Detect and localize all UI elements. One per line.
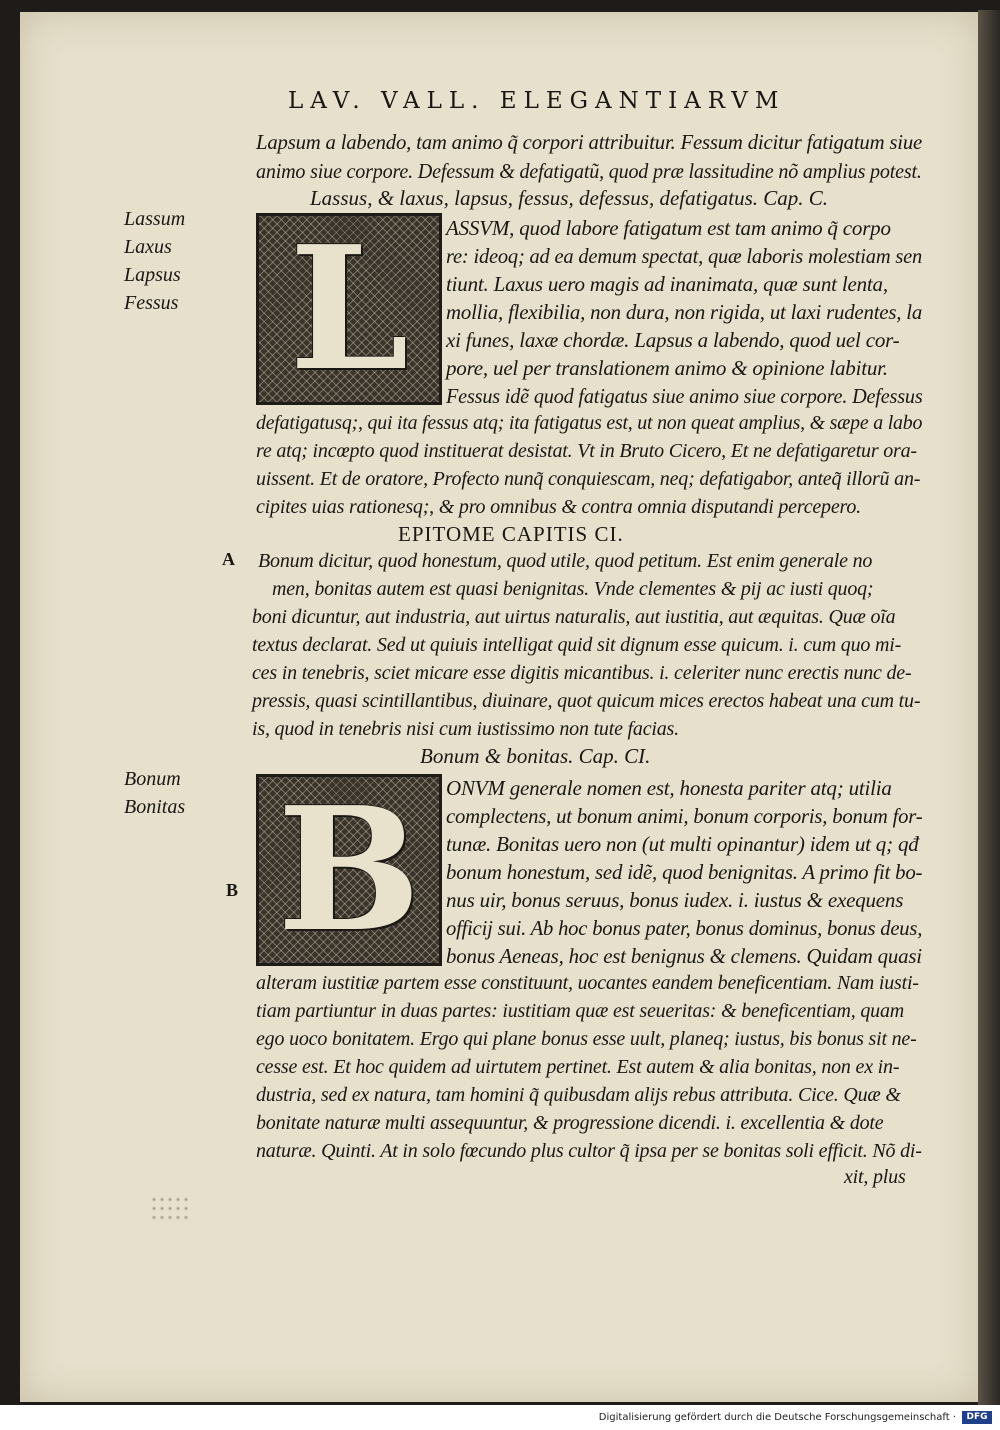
text-line: Fessus idẽ quod fatigatus siue animo siue corpore. Defessus (446, 384, 923, 408)
text-line: bonus Aeneas, hoc est benignus & clemens. Quidam quasi (446, 944, 922, 968)
text-line: naturæ. Quinti. At in solo fœcundo plus cultor q̃ ipsa per se bonitas soli efficit. Nõ di- (256, 1140, 922, 1162)
margin-note: Bonum (124, 768, 181, 790)
margin-note: Fessus (124, 292, 179, 314)
section-marker-a: A (222, 549, 235, 569)
text-line: tunæ. Bonitas uero non (ut multi opinantur) idem ut q; qđ (446, 832, 919, 856)
running-head: LAV. VALL. ELEGANTIARVM (288, 88, 786, 114)
chapter-heading: Lassus, & laxus, lapsus, fessus, defessus, defatigatus. Cap. C. (310, 186, 829, 210)
text-line: re: ideoq; ad ea demum spectat, quæ laboris molestiam sen (446, 244, 923, 268)
text-line: tiunt. Laxus uero magis ad inanimata, quæ sunt lenta, (446, 272, 888, 296)
text-line: ces in tenebris, sciet micare esse digitis micantibus. i. celeriter nunc erectis nunc de- (252, 662, 912, 684)
text-line: animo siue corpore. Defessum & defatigatũ, quod præ lassitudine nõ amplius potest. (256, 159, 922, 183)
margin-note: Laxus (124, 236, 172, 258)
text-line: tiam partiuntur in duas partes: iustitiam quæ est seueritas: & beneficentiam, quam (256, 1000, 905, 1022)
funding-notice: Digitalisierung gefördert durch die Deutsche Forschungsgemeinschaft · (598, 1412, 956, 1423)
section-marker-b: B (226, 880, 239, 900)
initial-letter: L (289, 209, 409, 409)
margin-note: Bonitas (124, 796, 186, 818)
text-line: defatigatusq;, qui ita fessus atq; ita fatigatus est, ut non queat amplius, & sæpe a labo (256, 412, 923, 434)
text-line: re atq; incœpto quod instituerat desistat. Vt in Bruto Cicero, Et ne defatigaretur ora- (256, 440, 917, 462)
margin-note: Lapsus (124, 264, 181, 286)
text-line: alteram iustitiæ partem esse constituunt, uocantes eandem beneficentiam. Nam iusti- (256, 972, 919, 994)
text-line: textus declarat. Sed ut quiuis intelligat quid sit dignum esse quicum. i. cum quo mi- (252, 634, 902, 656)
initial-letter: B (277, 770, 421, 970)
text-line: bonum honestum, sed idẽ, quod benignitas. A primo fit bo- (446, 860, 923, 884)
page-stain (150, 1195, 190, 1225)
text-line: ASSVM, quod labore fatigatum est tam animo q̃ corpo (446, 216, 891, 240)
text-line: Lapsum a labendo, tam animo q̃ corpori attribuitur. Fessum dicitur fatigatum siue (256, 130, 923, 154)
text-line: mollia, flexibilia, non dura, non rigida, ut laxi rudentes, la (446, 300, 923, 324)
text-line: pore, uel per translationem animo & opinione labitur. (446, 356, 888, 380)
text-line: dustria, sed ex natura, tam homini q̃ quibusdam alijs rebus attributa. Cice. Quæ & (256, 1084, 901, 1106)
text-line: boni dicuntur, aut industria, aut uirtus naturalis, aut iustitia, aut æquitas. Quæ oĩa (252, 606, 896, 628)
text-line: officij sui. Ab hoc bonus pater, bonus dominus, bonus deus, (446, 916, 923, 940)
text-line: pressis, quasi scintillantibus, diuinare, quot quicum mices erectos habeat una cum tu- (252, 690, 921, 712)
margin-note: Lassum (124, 208, 186, 230)
decorated-initial-b (256, 770, 442, 970)
decorated-initial-l (256, 209, 442, 409)
text-line: nus uir, bonus seruus, bonus iudex. i. iustus & exequens (446, 888, 904, 912)
text-line: cesse est. Et hoc quidem ad uirtutem pertinet. Est autem & alia bonitas, non ex in- (256, 1056, 900, 1078)
dfg-logo: DFG (962, 1411, 992, 1424)
text-line: ONVM generale nomen est, honesta pariter atq; utilia (446, 776, 892, 800)
text-line: xi funes, laxæ chordæ. Lapsus a labendo, quod uel cor- (446, 328, 900, 352)
text-line: Bonum dicitur, quod honestum, quod utile, quod petitum. Est enim generale no (258, 550, 873, 572)
text-line: is, quod in tenebris nisi cum iustissimo non tute facias. (252, 718, 679, 740)
page-edge (978, 10, 1000, 1405)
text-line: uissent. Et de oratore, Profecto nunq̃ conquiescam, neq; defatigabor, anteq̃ illorũ an- (256, 468, 921, 490)
text-line: cipites uias rationesq;, & pro omnibus & contra omnia disputandi percepero. (256, 496, 861, 518)
footer-bar (0, 1405, 1000, 1430)
text-line: bonitate naturæ multi assequuntur, & progressione dicendi. i. excellentia & dote (256, 1112, 884, 1134)
catchword: xit, plus (844, 1166, 906, 1188)
text-line: complectens, ut bonum animi, bonum corporis, bonum for- (446, 804, 923, 828)
epitome-heading: EPITOME CAPITIS CI. (398, 522, 624, 546)
text-line: men, bonitas autem est quasi benignitas. Vnde clementes & pij ac iusti quoq; (272, 578, 874, 600)
chapter-heading: Bonum & bonitas. Cap. CI. (420, 744, 651, 768)
text-line: ego uoco bonitatem. Ergo qui plane bonus esse uult, planeq; iustus, bis bonus sit ne- (256, 1028, 917, 1050)
